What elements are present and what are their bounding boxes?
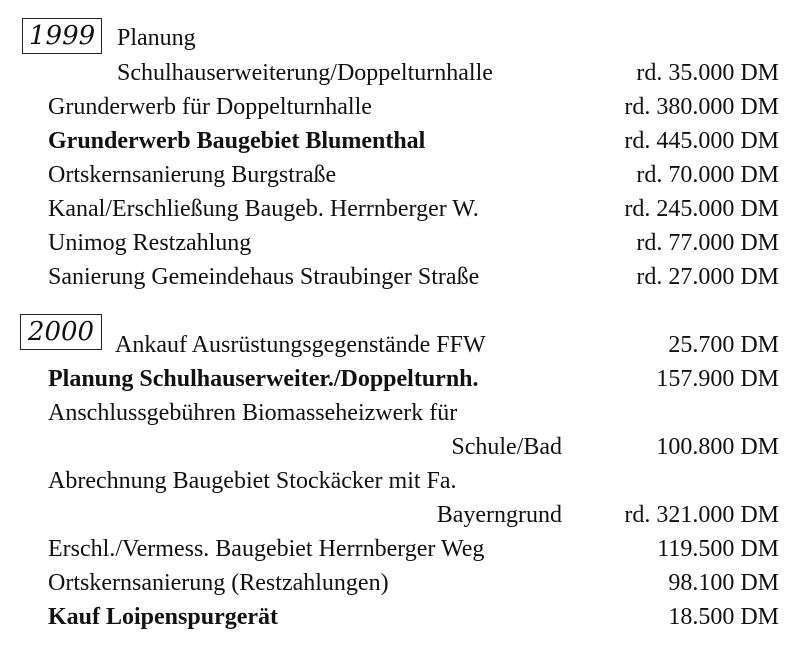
row-label: Abrechnung Baugebiet Stockäcker mit Fa.: [48, 468, 457, 494]
year-badge-1999: 1999: [22, 18, 102, 54]
row-label: Ankauf Ausrüstungsgegenstände FFW: [115, 332, 486, 358]
row-label: Grunderwerb Baugebiet Blumenthal: [48, 128, 426, 154]
row-amount: rd. 77.000 DM: [636, 230, 779, 256]
row-amount: rd. 27.000 DM: [636, 264, 779, 290]
table-row: [48, 123, 779, 159]
row-amount: rd. 445.000 DM: [624, 128, 779, 154]
row-label: Ortskernsanierung (Restzahlungen): [48, 570, 389, 596]
row-amount: 119.500 DM: [657, 536, 779, 562]
table-row-continuation: [48, 429, 779, 465]
row-amount: 98.100 DM: [668, 570, 779, 596]
table-row: [48, 89, 779, 125]
table-row: [117, 55, 779, 91]
table-row: [48, 463, 779, 499]
row-label: Unimog Restzahlung: [48, 230, 252, 256]
table-row: [48, 395, 779, 431]
row-label: Grunderwerb für Doppelturnhalle: [48, 94, 372, 120]
row-amount: 157.900 DM: [656, 366, 779, 392]
row-label: Anschlussgebühren Biomasseheizwerk für: [48, 400, 458, 426]
row-amount: 100.800 DM: [656, 434, 779, 460]
row-amount: rd. 380.000 DM: [624, 94, 779, 120]
table-row: [48, 191, 779, 227]
row-continuation: Bayerngrund: [436, 502, 562, 528]
row-continuation: Schule/Bad: [451, 434, 562, 460]
table-row: [48, 565, 779, 601]
row-amount: rd. 70.000 DM: [636, 162, 779, 188]
row-label: Erschl./Vermess. Baugebiet Herrnberger Weg: [48, 536, 485, 562]
table-row-continuation: [48, 497, 779, 533]
row-amount: rd. 35.000 DM: [636, 60, 779, 86]
row-label: Ortskernsanierung Burgstraße: [48, 162, 337, 188]
section-title: Planung: [117, 25, 196, 51]
row-amount: 18.500 DM: [668, 604, 779, 630]
row-label: Schulhauserweiterung/Doppelturnhalle: [117, 60, 493, 86]
table-row: [48, 599, 779, 635]
table-row: [48, 259, 779, 295]
table-row: [48, 531, 779, 567]
table-row: [48, 157, 779, 193]
row-label: Kauf Loipenspurgerät: [48, 604, 279, 630]
row-label: Kanal/Erschließung Baugeb. Herrnberger W.: [48, 196, 479, 222]
table-row: [48, 225, 779, 261]
row-amount: 25.700 DM: [668, 332, 779, 358]
table-row: [115, 327, 779, 363]
table-row: [48, 361, 779, 397]
section-1999-title-row: [117, 20, 317, 56]
row-label: Planung Schulhauserweiter./Doppelturnh.: [48, 366, 479, 392]
row-amount: rd. 245.000 DM: [624, 196, 779, 222]
year-badge-2000: 2000: [20, 314, 102, 350]
row-label: Sanierung Gemeindehaus Straubinger Straße: [48, 264, 480, 290]
row-amount: rd. 321.000 DM: [624, 502, 779, 528]
